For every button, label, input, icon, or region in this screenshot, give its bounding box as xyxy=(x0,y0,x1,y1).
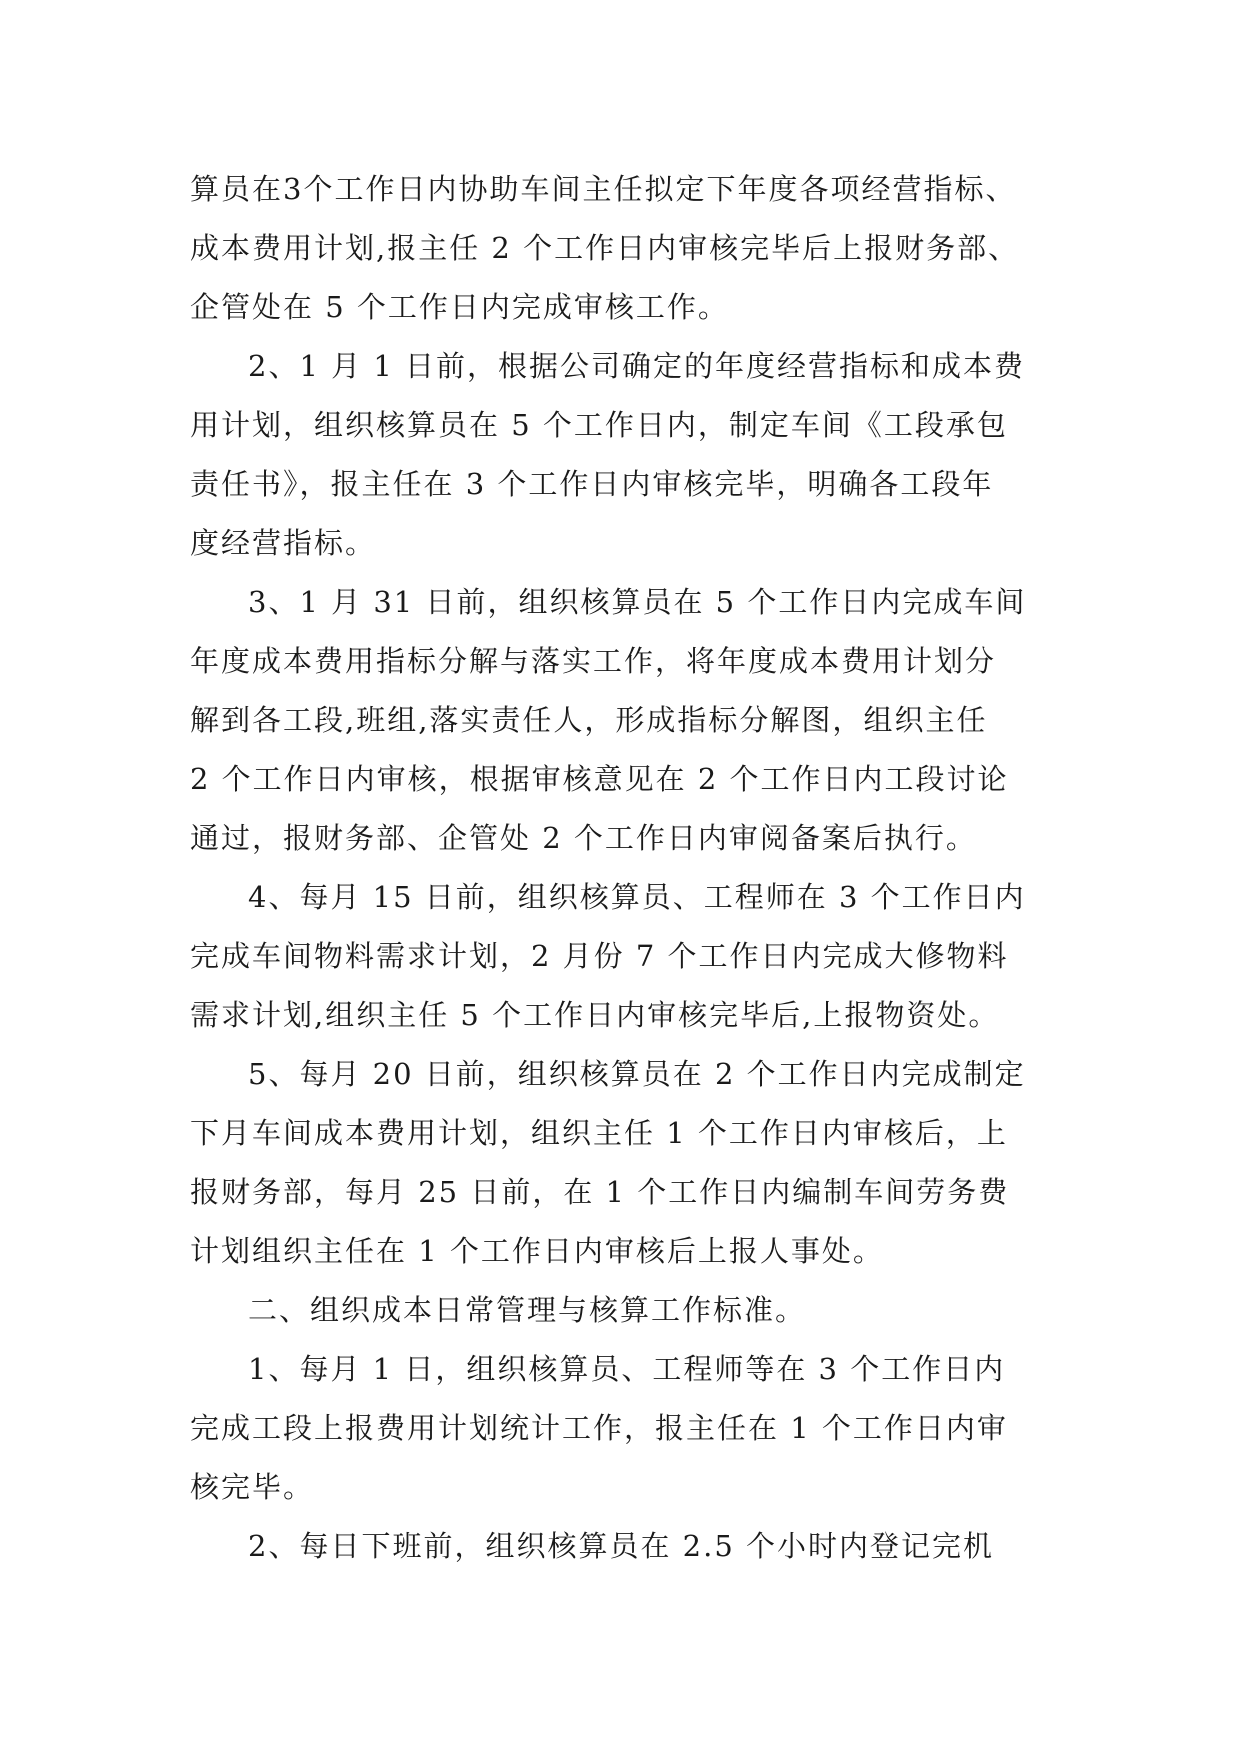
text-line: 成本费用计划,报主任 2 个工作日内审核完毕后上报财务部、 xyxy=(190,231,1020,265)
text-line: 年度成本费用指标分解与落实工作，将年度成本费用计划分 xyxy=(190,644,997,678)
text-line: 完成工段上报费用计划统计工作，报主任在 1 个工作日内审 xyxy=(190,1411,1008,1445)
text-line: 算员在3个工作日内协助车间主任拟定下年度各项经营指标、 xyxy=(190,172,1017,206)
paragraph-first-line: 2、每日下班前，组织核算员在 2.5 个小时内登记完机 xyxy=(248,1529,995,1563)
document-body xyxy=(190,160,1110,1576)
text-line: 责任书》，报主任在 3 个工作日内审核完毕，明确各工段年 xyxy=(190,467,994,501)
text-line: 核完毕。 xyxy=(190,1470,315,1504)
text-line: 下月车间成本费用计划，组织主任 1 个工作日内审核后，上 xyxy=(190,1116,1008,1150)
paragraph-first-line: 4、每月 15 日前，组织核算员、工程师在 3 个工作日内 xyxy=(248,880,1026,914)
text-line: 完成车间物料需求计划，2 月份 7 个工作日内完成大修物料 xyxy=(190,939,1009,973)
text-line: 计划组织主任在 1 个工作日内审核后上报人事处。 xyxy=(190,1234,884,1268)
text-line: 需求计划,组织主任 5 个工作日内审核完毕后,上报物资处。 xyxy=(190,998,1000,1032)
paragraph-first-line: 3、1 月 31 日前，组织核算员在 5 个工作日内完成车间 xyxy=(248,585,1027,619)
text-line: 用计划，组织核算员在 5 个工作日内，制定车间《工段承包 xyxy=(190,408,1008,442)
text-line: 2 个工作日内审核，根据审核意见在 2 个工作日内工段讨论 xyxy=(190,762,1009,796)
paragraph-first-line: 5、每月 20 日前，组织核算员在 2 个工作日内完成制定 xyxy=(248,1057,1026,1091)
text-line: 度经营指标。 xyxy=(190,526,377,560)
paragraph-first-line: 2、1 月 1 日前，根据公司确定的年度经营指标和成本费 xyxy=(248,349,1026,383)
text-line: 解到各工段,班组,落实责任人，形成指标分解图，组织主任 xyxy=(190,703,988,737)
text-line: 企管处在 5 个工作日内完成审核工作。 xyxy=(190,290,729,324)
text-line: 报财务部，每月 25 日前，在 1 个工作日内编制车间劳务费 xyxy=(190,1175,1010,1209)
section-heading: 二、组织成本日常管理与核算工作标准。 xyxy=(248,1293,807,1327)
paragraph-first-line: 1、每月 1 日，组织核算员、工程师等在 3 个工作日内 xyxy=(248,1352,1006,1386)
text-line: 通过，报财务部、企管处 2 个工作日内审阅备案后执行。 xyxy=(190,821,977,855)
